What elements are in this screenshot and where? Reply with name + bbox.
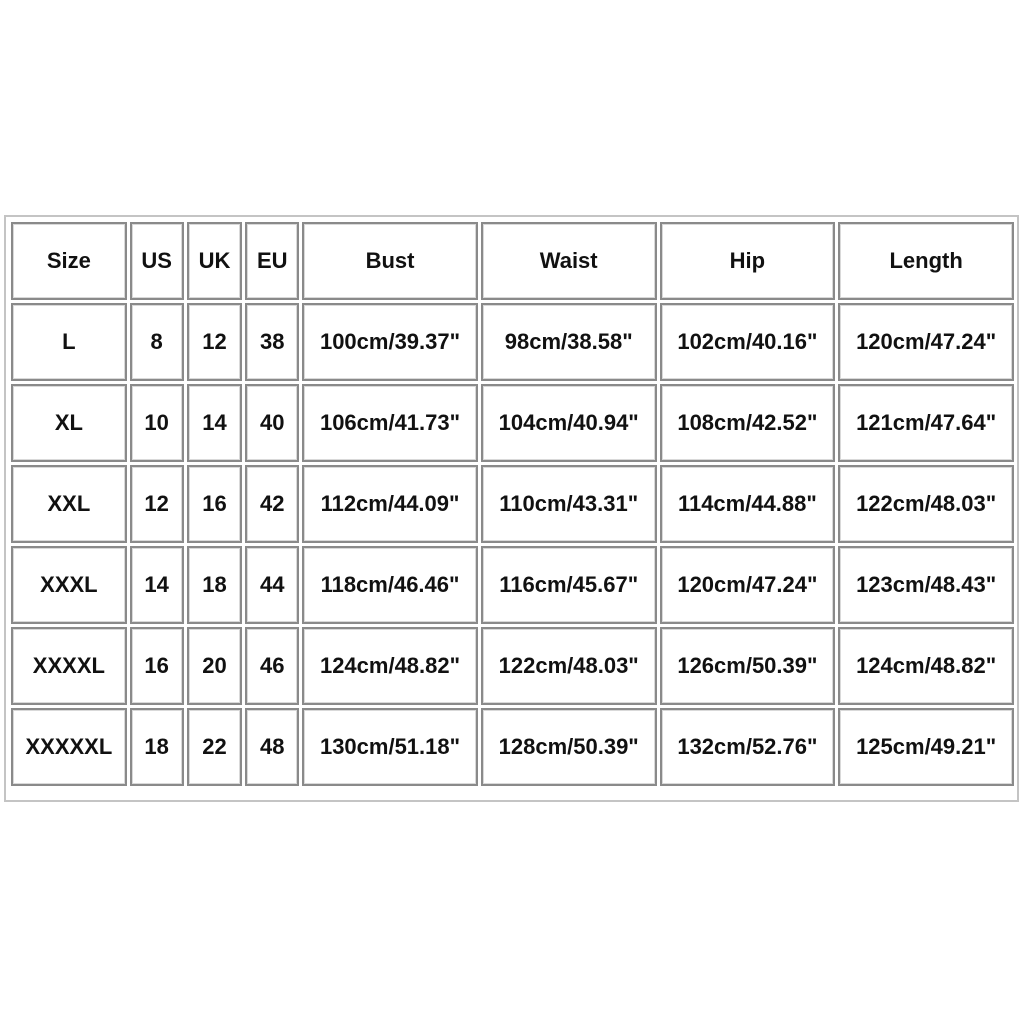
- table-row: [11, 384, 1014, 462]
- cell-waist: 104cm/40.94": [481, 384, 657, 462]
- cell-us: 14: [130, 546, 184, 624]
- cell-hip: 126cm/50.39": [660, 627, 836, 705]
- header-uk: UK: [187, 222, 243, 300]
- cell-us: 8: [130, 303, 184, 381]
- table-row: [11, 708, 1014, 786]
- cell-size: XL: [11, 384, 127, 462]
- cell-waist: 116cm/45.67": [481, 546, 657, 624]
- cell-bust: 106cm/41.73": [302, 384, 478, 462]
- cell-size: XXXXXL: [11, 708, 127, 786]
- header-bust: Bust: [302, 222, 478, 300]
- cell-us: 16: [130, 627, 184, 705]
- header-waist: Waist: [481, 222, 657, 300]
- cell-eu: 42: [245, 465, 299, 543]
- cell-hip: 114cm/44.88": [660, 465, 836, 543]
- table-row: [11, 546, 1014, 624]
- header-size: Size: [11, 222, 127, 300]
- cell-size: XXL: [11, 465, 127, 543]
- cell-uk: 14: [187, 384, 243, 462]
- cell-uk: 18: [187, 546, 243, 624]
- cell-eu: 44: [245, 546, 299, 624]
- cell-eu: 40: [245, 384, 299, 462]
- cell-bust: 118cm/46.46": [302, 546, 478, 624]
- cell-bust: 130cm/51.18": [302, 708, 478, 786]
- cell-size: L: [11, 303, 127, 381]
- cell-bust: 100cm/39.37": [302, 303, 478, 381]
- cell-waist: 98cm/38.58": [481, 303, 657, 381]
- header-hip: Hip: [660, 222, 836, 300]
- cell-bust: 112cm/44.09": [302, 465, 478, 543]
- cell-uk: 12: [187, 303, 243, 381]
- cell-length: 124cm/48.82": [838, 627, 1014, 705]
- table-row: [11, 465, 1014, 543]
- cell-size: XXXXL: [11, 627, 127, 705]
- size-chart: [4, 215, 1019, 802]
- cell-waist: 110cm/43.31": [481, 465, 657, 543]
- size-table: [8, 219, 1017, 789]
- cell-hip: 132cm/52.76": [660, 708, 836, 786]
- cell-us: 12: [130, 465, 184, 543]
- cell-length: 122cm/48.03": [838, 465, 1014, 543]
- table-row: [11, 627, 1014, 705]
- cell-size: XXXL: [11, 546, 127, 624]
- header-us: US: [130, 222, 184, 300]
- cell-uk: 22: [187, 708, 243, 786]
- cell-hip: 102cm/40.16": [660, 303, 836, 381]
- cell-hip: 120cm/47.24": [660, 546, 836, 624]
- table-row: [11, 303, 1014, 381]
- cell-eu: 38: [245, 303, 299, 381]
- header-row: [11, 222, 1014, 300]
- cell-length: 123cm/48.43": [838, 546, 1014, 624]
- header-length: Length: [838, 222, 1014, 300]
- cell-uk: 16: [187, 465, 243, 543]
- cell-hip: 108cm/42.52": [660, 384, 836, 462]
- cell-us: 10: [130, 384, 184, 462]
- cell-uk: 20: [187, 627, 243, 705]
- cell-waist: 122cm/48.03": [481, 627, 657, 705]
- cell-us: 18: [130, 708, 184, 786]
- cell-eu: 48: [245, 708, 299, 786]
- header-eu: EU: [245, 222, 299, 300]
- cell-length: 125cm/49.21": [838, 708, 1014, 786]
- cell-eu: 46: [245, 627, 299, 705]
- cell-waist: 128cm/50.39": [481, 708, 657, 786]
- cell-length: 121cm/47.64": [838, 384, 1014, 462]
- cell-length: 120cm/47.24": [838, 303, 1014, 381]
- cell-bust: 124cm/48.82": [302, 627, 478, 705]
